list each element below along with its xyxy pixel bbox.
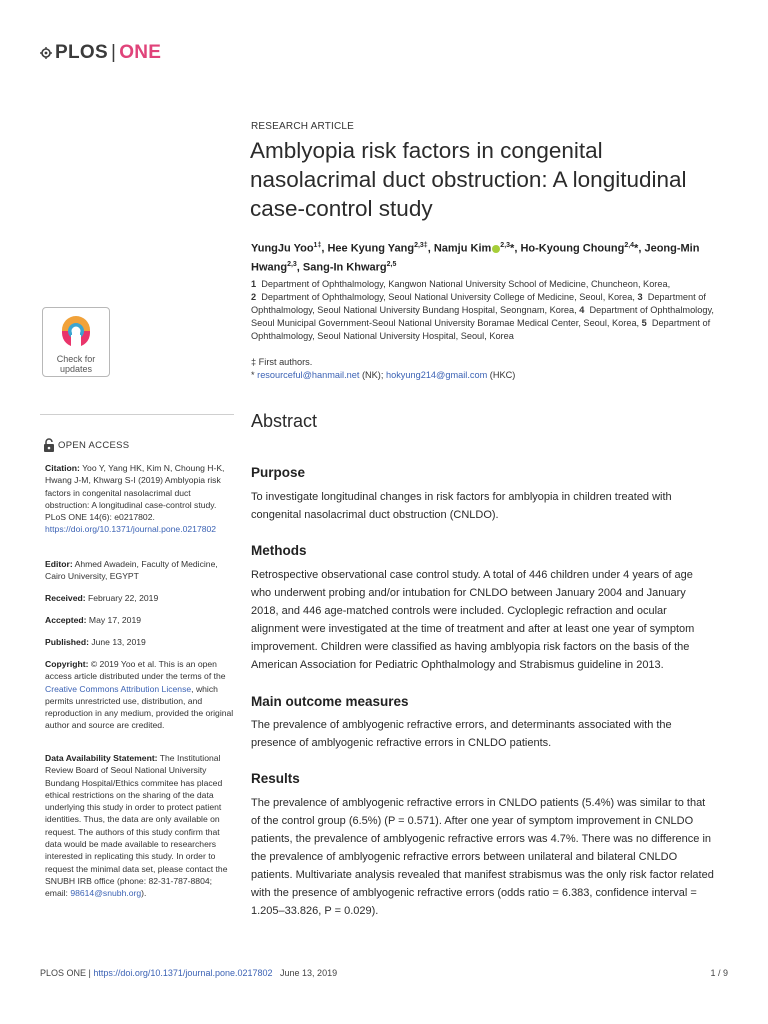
author-list	[251, 238, 721, 275]
logo-separator: |	[110, 42, 117, 63]
affiliation-number: 3	[637, 292, 643, 302]
methods-text: Retrospective observational case control study. A total of 446 children under 4 years of age who underwent probing and/or intubation for CNLDO between January 2004 and January 2018, and 446 age-matched controls were included. Cycloplegic refraction and ocular alignment were investigated at the time of treatment and after at least one year of symptom improvement. Children were classified as having amblyopia risk factors on the basis of the American Association for Pediatric Ophthalmology and Strabismus guideline in 2013.	[251, 569, 695, 671]
author-name[interactable]: Jeong-Min Hwang	[251, 242, 700, 274]
corresponding-star: *	[510, 242, 515, 255]
corresponding-star: *	[634, 242, 639, 255]
editor-block	[45, 558, 237, 583]
plos-gear-icon	[40, 47, 52, 59]
author-sup: 2,5	[386, 260, 397, 268]
footer-doi-link[interactable]: https://doi.org/10.1371/journal.pone.0217802	[93, 968, 273, 978]
data-availability-text: The Institutional Review Board of Seoul National University Bundang Hospital/Ethics commitee has placed ethical restrictions on the sharing of the data underlying this study in order to protect patient identities. Thus, the data are only available on request. The authors of this study confirm that data would be made available to researchers interested in replicating this study. In order to request the minimal data set, please contact the SNUBH IRB office (phone: 82-31-787-8804; email:	[45, 753, 228, 899]
author-sup: 1‡	[313, 242, 322, 249]
received-date: February 22, 2019	[85, 593, 159, 603]
received-block	[45, 592, 237, 604]
author-sup: 2,3	[287, 260, 297, 268]
author-sup: 2,3	[500, 242, 511, 249]
email-initials: (HKC)	[487, 370, 516, 380]
author-name[interactable]: Sang-In Khwarg	[302, 261, 387, 274]
data-availability-end: ).	[141, 888, 147, 899]
copyright-label: Copyright:	[45, 659, 89, 669]
email-link[interactable]: hokyung214@gmail.com	[385, 370, 488, 380]
irb-email-link[interactable]: 98614@snubh.org	[70, 888, 142, 899]
author-sep: ,	[638, 242, 645, 255]
author-sep: ,	[321, 242, 328, 255]
author-sep: ,	[296, 261, 303, 274]
citation-text: Yoo Y, Yang HK, Kim N, Choung H-K, Hwang J-M, Khwarg S-I (2019) Amblyopia risk factors in congenital nasolacrimal duct obstruction: A longitudinal case-control study. PLoS ONE 14(6): e0217802.	[45, 463, 225, 523]
author-name[interactable]: Namju Kim	[433, 242, 492, 255]
copyright-text: , which permits unrestricted use, distribution, and reproduction in any medium, provided the original author and source are credited.	[45, 683, 234, 731]
check-for-label: Check for	[56, 354, 96, 364]
affiliation-text: Department of Ophthalmology, Seoul National University Hospital, Seoul, Korea	[251, 318, 711, 341]
affiliation-line	[251, 278, 726, 291]
copyright-block	[45, 658, 237, 732]
citation-label: Citation:	[45, 463, 80, 473]
article-type-label: RESEARCH ARTICLE	[251, 121, 355, 132]
author-name[interactable]: Hee Kyung Yang	[327, 242, 415, 255]
article-title: Amblyopia risk factors in congenital nasolacrimal duct obstruction: A longitudinal case-control study	[250, 138, 687, 221]
results-text: The prevalence of amblyogenic refractive errors in CNLDO patients (5.4%) was similar to that of the control group (6.5%) (P = 0.571). After one year of symptom improvement in CNLDO patients, the prevalence of amblyogenic refractive errors was 4.7%. There was no difference in the prevalence of amblyogenic refractive errors between unilateral and bilateral CNLDO patients. Multivariate analysis revealed that manifest strabismus was the only risk factor related with the presence of amblyogenic refractive errors (odds ratio = 6.383, confidence interval = 1.205–33.826, P = 0.029).	[251, 797, 714, 917]
open-access-label	[43, 438, 129, 452]
logo-one: ONE	[119, 42, 162, 63]
accepted-block	[45, 614, 237, 626]
logo-plos: PLOS	[55, 42, 108, 63]
updates-label: updates	[59, 364, 93, 374]
email-link[interactable]: resourceful@hanmail.net	[257, 370, 360, 380]
results-heading: Results	[251, 771, 300, 786]
data-availability-block	[45, 752, 237, 900]
corresponding-star: *	[251, 370, 255, 380]
author-sep: ,	[427, 242, 434, 255]
methods-heading: Methods	[251, 543, 307, 558]
footer-date: June 13, 2019	[280, 968, 338, 978]
published-date: June 13, 2019	[88, 637, 146, 647]
published-block	[45, 636, 237, 648]
author-notes	[251, 356, 515, 382]
outcome-text: The prevalence of amblyogenic refractive errors, and determinants associated with the presence of amblyogenic refractive errors in CNLDO patients.	[251, 719, 672, 749]
purpose-heading: Purpose	[251, 465, 306, 480]
author-sep: ,	[514, 242, 521, 255]
citation-block	[45, 462, 237, 536]
author-sup: 2,3‡	[414, 242, 428, 249]
affiliation-text: Department of Ophthalmology, Seoul Municipal Government-Seoul National University Boramae Medical Center, Seoul, Korea,	[251, 305, 714, 328]
sidebar-divider	[40, 414, 234, 415]
editor-label: Editor:	[45, 559, 73, 569]
affiliations	[251, 278, 726, 343]
open-lock-icon	[43, 438, 55, 452]
license-link[interactable]: Creative Commons Attribution License	[45, 683, 192, 694]
affiliation-number: 2	[251, 292, 257, 302]
outcome-heading: Main outcome measures	[251, 694, 409, 709]
check-for-updates-badge[interactable]	[42, 307, 110, 377]
page-number: 1 / 9	[710, 968, 728, 978]
accepted-label: Accepted:	[45, 615, 87, 625]
affiliation-text: Department of Ophthalmology, Kangwon National University School of Medicine, Chuncheon, Korea,	[261, 279, 671, 289]
editor-text: Ahmed Awadein, Faculty of Medicine, Cairo University, EGYPT	[45, 559, 218, 582]
affiliation-number: 5	[641, 318, 647, 328]
affiliation-text: Department of Ophthalmology, Seoul National University Bundang Hospital, Seongnam, Korea,	[251, 292, 706, 315]
crossmark-icon	[59, 313, 93, 349]
author-sup: 2,4	[624, 242, 635, 249]
accepted-date: May 17, 2019	[86, 615, 142, 625]
published-label: Published:	[45, 637, 89, 647]
author-name[interactable]: YungJu Yoo	[251, 242, 314, 255]
email-initials: (NK);	[359, 370, 386, 380]
page-footer	[40, 968, 728, 978]
copyright-text: © 2019 Yoo et al. This is an open access article distributed under the terms of the	[45, 659, 226, 682]
author-name[interactable]: Ho-Kyoung Choung	[520, 242, 625, 255]
purpose-text: To investigate longitudinal changes in risk factors for amblyopia in children treated with congenital nasolacrimal duct obstruction (CNLDO).	[251, 491, 672, 521]
affiliation-line	[251, 291, 726, 343]
plos-one-logo[interactable]	[40, 42, 161, 64]
footer-journal: PLOS ONE |	[40, 968, 94, 978]
received-label: Received:	[45, 593, 86, 603]
affiliation-text: Department of Ophthalmology, Seoul National University College of Medicine, Seoul, Korea,	[261, 292, 635, 302]
affiliation-number: 1	[251, 279, 257, 289]
first-authors-note: ‡ First authors.	[251, 357, 313, 367]
citation-doi-link[interactable]: https://doi.org/10.1371/journal.pone.0217802	[45, 524, 217, 535]
open-access-text: OPEN ACCESS	[58, 439, 130, 451]
data-availability-label: Data Availability Statement:	[45, 753, 158, 763]
abstract-heading: Abstract	[251, 411, 318, 431]
affiliation-number: 4	[579, 305, 585, 315]
correspondence	[251, 369, 515, 382]
